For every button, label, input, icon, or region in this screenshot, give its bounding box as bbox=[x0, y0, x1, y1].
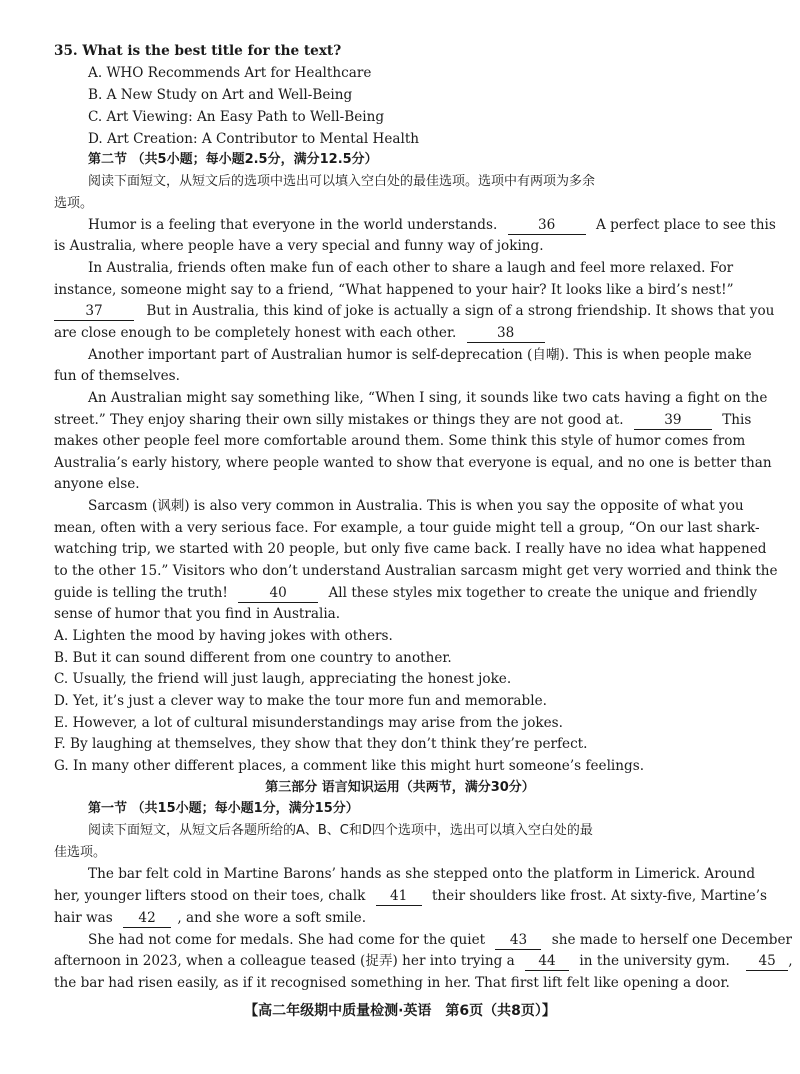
section2-option-b: B. But it can sound different from one country to another. bbox=[54, 650, 452, 666]
passage-text: their shoulders like frost. At sixty-five, Martine’s bbox=[431, 888, 768, 904]
passage-text: guide is telling the truth! bbox=[54, 585, 228, 601]
q35-option-a: A. WHO Recommends Art for Healthcare bbox=[88, 65, 372, 81]
page-footer: 【高二年级期中质量检测·英语 第6页（共8页）】 bbox=[244, 1003, 556, 1019]
passage-line bbox=[54, 886, 767, 906]
passage-line: sense of humor that you find in Australia. bbox=[54, 606, 341, 622]
q35-option-d: D. Art Creation: A Contributor to Mental Health bbox=[88, 131, 420, 147]
passage-line: Sarcasm (讽刺) is also very common in Australia. This is when you say the opposite of what you bbox=[88, 498, 744, 514]
passage-text: her, younger lifters stood on their toes, chalk bbox=[54, 888, 366, 904]
section2-option-a: A. Lighten the mood by having jokes with others. bbox=[54, 628, 393, 644]
passage-text: All these styles mix together to create the unique and friendly bbox=[328, 585, 758, 601]
part3-instruction-line2: 佳选项。 bbox=[54, 845, 107, 860]
passage-line bbox=[54, 410, 751, 430]
passage-line: Another important part of Australian humor is self-deprecation (自嘲). This is when people make bbox=[88, 347, 752, 363]
blank-37: 37 bbox=[54, 303, 134, 321]
passage-line: watching trip, we started with 20 people, but only five came back. I really have no idea what happened bbox=[54, 541, 767, 557]
passage-line: An Australian might say something like, “When I sing, it sounds like two cats having a fight on the bbox=[88, 390, 768, 406]
passage-line: Australia’s early history, where people wanted to show that everyone is equal, and no one is better than bbox=[54, 455, 772, 471]
passage-line: instance, someone might say to a friend, “What happened to your hair? It looks like a bird’s nest!” bbox=[54, 282, 734, 298]
section2-instruction-line1: 阅读下面短文，从短文后的选项中选出可以填入空白处的最佳选项。选项中有两项为多余 bbox=[88, 174, 596, 189]
passage-text: But in Australia, this kind of joke is actually a sign of a strong friendship. It shows that you bbox=[146, 303, 775, 319]
part3-section1-heading: 第一节 （共15小题；每小题1分，满分15分） bbox=[88, 801, 359, 816]
section2-option-f: F. By laughing at themselves, they show that they don’t think they’re perfect. bbox=[54, 736, 588, 752]
part3-heading: 第三部分 语言知识运用（共两节，满分30分） bbox=[265, 780, 535, 795]
passage-text: This bbox=[722, 412, 752, 428]
passage-text: street.” They enjoy sharing their own silly mistakes or things they are not good at. bbox=[54, 412, 624, 428]
passage-line: to the other 15.” Visitors who don’t understand Australian sarcasm might get very worried and think the bbox=[54, 563, 778, 579]
blank-42: 42 bbox=[123, 910, 171, 928]
blank-44: 44 bbox=[525, 953, 569, 971]
blank-40: 40 bbox=[238, 585, 318, 603]
blank-39: 39 bbox=[634, 412, 712, 430]
blank-36: 36 bbox=[508, 217, 586, 235]
passage-text: She had not come for medals. She had come for the quiet bbox=[88, 932, 486, 948]
section2-heading: 第二节 （共5小题；每小题2.5分，满分12.5分） bbox=[88, 152, 378, 167]
passage-text: she made to herself one December bbox=[551, 932, 792, 948]
passage-line: the bar had risen easily, as if it recognised something in her. That first lift felt like opening a door. bbox=[54, 975, 730, 991]
q35-option-c: C. Art Viewing: An Easy Path to Well-Being bbox=[88, 109, 385, 125]
passage-line bbox=[54, 301, 774, 321]
passage-line: The bar felt cold in Martine Barons’ hands as she stepped onto the platform in Limerick. Around bbox=[88, 866, 756, 882]
passage-text: A perfect place to see this bbox=[595, 217, 776, 233]
passage-text: in the university gym. bbox=[579, 953, 730, 969]
passage-text: hair was bbox=[54, 910, 113, 926]
blank-45: 45 bbox=[746, 953, 788, 971]
passage-line: is Australia, where people have a very special and funny way of joking. bbox=[54, 238, 544, 254]
blank-41: 41 bbox=[376, 888, 422, 906]
question-35-stem: 35. What is the best title for the text? bbox=[54, 43, 342, 59]
passage-line bbox=[54, 908, 366, 928]
passage-line: In Australia, friends often make fun of each other to share a laugh and feel more relaxed. For bbox=[88, 260, 734, 276]
section2-instruction-line2: 选项。 bbox=[54, 196, 94, 211]
passage-text: , and she wore a soft smile. bbox=[177, 910, 367, 926]
passage-text: afternoon in 2023, when a colleague teased (捉弄) her into trying a bbox=[54, 953, 515, 969]
part3-instruction-line1: 阅读下面短文，从短文后各题所给的A、B、C和D四个选项中，选出可以填入空白处的最 bbox=[88, 823, 593, 838]
passage-line: makes other people feel more comfortable around them. Some think this style of humor comes from bbox=[54, 433, 746, 449]
section2-option-e: E. However, a lot of cultural misunderstandings may arise from the jokes. bbox=[54, 715, 563, 731]
blank-38: 38 bbox=[467, 325, 545, 343]
section2-option-d: D. Yet, it’s just a clever way to make the tour more fun and memorable. bbox=[54, 693, 547, 709]
section2-option-g: G. In many other different places, a comment like this might hurt someone’s feelings. bbox=[54, 758, 645, 774]
passage-line bbox=[54, 323, 545, 343]
passage-text: , bbox=[788, 953, 793, 969]
passage-line: fun of themselves. bbox=[54, 368, 180, 384]
section2-option-c: C. Usually, the friend will just laugh, appreciating the honest joke. bbox=[54, 671, 512, 687]
passage-line bbox=[88, 930, 792, 950]
passage-line: mean, often with a very serious face. For example, a tour guide might tell a group, “On our last shark- bbox=[54, 520, 760, 536]
passage-line bbox=[88, 215, 776, 235]
passage-text: are close enough to be completely honest with each other. bbox=[54, 325, 457, 341]
passage-text: Humor is a feeling that everyone in the world understands. bbox=[88, 217, 498, 233]
blank-43: 43 bbox=[495, 932, 541, 950]
passage-line bbox=[54, 583, 757, 603]
passage-line: anyone else. bbox=[54, 476, 140, 492]
q35-option-b: B. A New Study on Art and Well-Being bbox=[88, 87, 353, 103]
passage-line bbox=[54, 951, 793, 971]
